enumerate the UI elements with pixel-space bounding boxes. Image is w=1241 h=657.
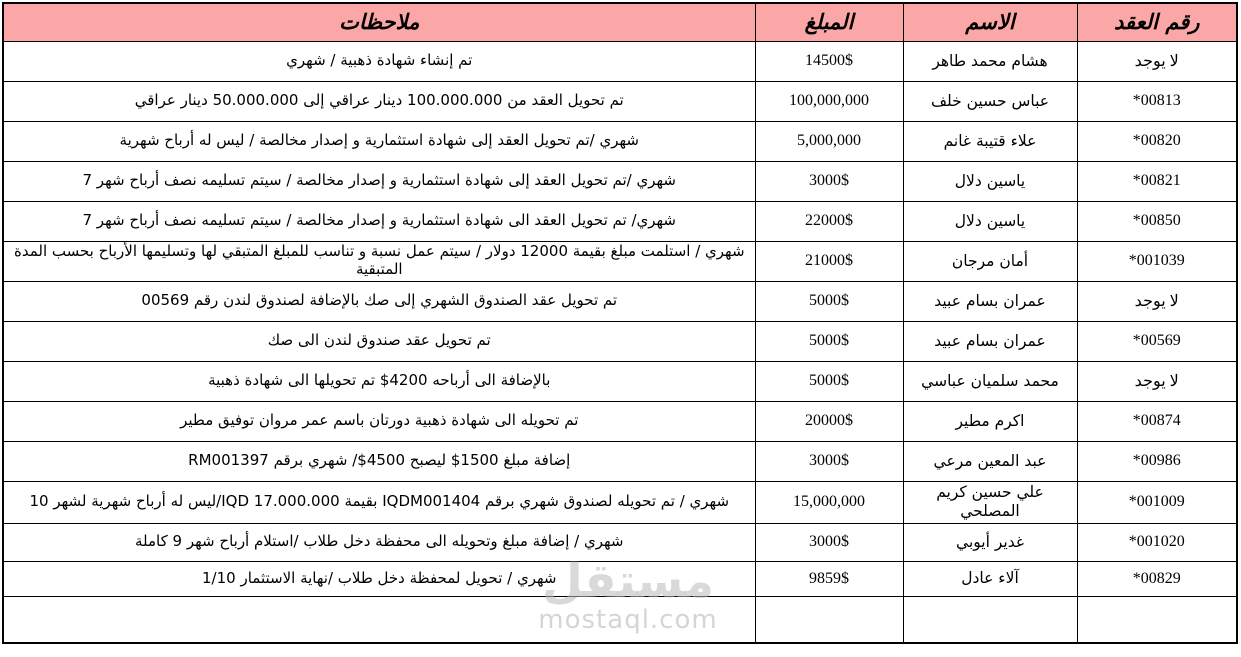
cell-notes: تم تحويل عقد صندوق لندن الى صك xyxy=(3,321,755,361)
cell-notes: شهري / استلمت مبلغ بقيمة 12000 دولار / سيتم عمل نسبة و تناسب للمبلغ المتبقي لها وتسليمها الأرباح بحسب المدة المتبقية xyxy=(3,241,755,281)
cell-notes: شهري/ تم تحويل العقد الى شهادة استثمارية و إصدار مخالصة / سيتم تسليمه نصف أرباح شهر 7 xyxy=(3,201,755,241)
cell-name: ياسين دلال xyxy=(903,201,1077,241)
cell-name: ياسين دلال xyxy=(903,161,1077,201)
table-row xyxy=(3,281,1237,321)
cell-contract-number: 00850* xyxy=(1077,201,1237,241)
column-header-name: الاسم xyxy=(903,3,1077,41)
cell-notes: تم تحويله الى شهادة ذهبية دورتان باسم عمر مروان توفيق مطير xyxy=(3,401,755,441)
cell-amount: 5,000,000 xyxy=(755,121,903,161)
cell-name: عمران بسام عبيد xyxy=(903,321,1077,361)
cell-contract-number: 00821* xyxy=(1077,161,1237,201)
cell-contract-number: 001009* xyxy=(1077,481,1237,523)
cell-name xyxy=(903,596,1077,643)
cell-amount: 20000$ xyxy=(755,401,903,441)
cell-amount: 9859$ xyxy=(755,561,903,596)
cell-name: هشام محمد طاهر xyxy=(903,41,1077,81)
cell-name: علي حسين كريم المصلحي xyxy=(903,481,1077,523)
cell-contract-number: 00813* xyxy=(1077,81,1237,121)
cell-amount: 21000$ xyxy=(755,241,903,281)
cell-amount: 3000$ xyxy=(755,523,903,561)
cell-notes: إضافة مبلغ 1500$ ليصبح 4500$/ شهري برقم RM001397 xyxy=(3,441,755,481)
cell-contract-number: 001020* xyxy=(1077,523,1237,561)
cell-amount: 14500$ xyxy=(755,41,903,81)
column-header-contract: رقم العقد xyxy=(1077,3,1237,41)
cell-contract-number: 00820* xyxy=(1077,121,1237,161)
table-row xyxy=(3,441,1237,481)
table-body xyxy=(3,41,1237,643)
table-row xyxy=(3,241,1237,281)
cell-notes: شهري /تم تحويل العقد إلى شهادة استثمارية و إصدار مخالصة / ليس له أرباح شهرية xyxy=(3,121,755,161)
cell-notes: بالإضافة الى أرباحه 4200$ تم تحويلها الى شهادة ذهبية xyxy=(3,361,755,401)
table-row xyxy=(3,121,1237,161)
cell-notes: تم تحويل العقد من 100.000.000 دينار عراقي إلى 50.000.000 دينار عراقي xyxy=(3,81,755,121)
cell-contract-number: 00829* xyxy=(1077,561,1237,596)
cell-name: عبد المعين مرعي xyxy=(903,441,1077,481)
cell-amount: 3000$ xyxy=(755,161,903,201)
cell-contract-number: 001039* xyxy=(1077,241,1237,281)
watermark-site-url: mostaql.com xyxy=(538,605,718,635)
cell-amount xyxy=(755,596,903,643)
cell-name: عباس حسين خلف xyxy=(903,81,1077,121)
cell-name: آلاء عادل xyxy=(903,561,1077,596)
cell-contract-number: 00874* xyxy=(1077,401,1237,441)
cell-contract-number: لا يوجد xyxy=(1077,41,1237,81)
table-row xyxy=(3,561,1237,596)
cell-notes: تم تحويل عقد الصندوق الشهري إلى صك بالإضافة لصندوق لندن رقم 00569 xyxy=(3,281,755,321)
cell-amount: 22000$ xyxy=(755,201,903,241)
table-header xyxy=(3,3,1237,41)
cell-contract-number: 00986* xyxy=(1077,441,1237,481)
cell-name: أمان مرجان xyxy=(903,241,1077,281)
cell-notes: شهري /تم تحويل العقد إلى شهادة استثمارية و إصدار مخالصة / سيتم تسليمه نصف أرباح شهر 7 xyxy=(3,161,755,201)
cell-amount: 100,000,000 xyxy=(755,81,903,121)
cell-amount: 3000$ xyxy=(755,441,903,481)
cell-amount: 15,000,000 xyxy=(755,481,903,523)
cell-name: اكرم مطير xyxy=(903,401,1077,441)
cell-notes: شهري / تحويل لمحفظة دخل طلاب /نهاية الاستثمار 1/10 xyxy=(3,561,755,596)
cell-contract-number: لا يوجد xyxy=(1077,361,1237,401)
cell-name: علاء قتيبة غانم xyxy=(903,121,1077,161)
table-row xyxy=(3,201,1237,241)
table-row xyxy=(3,401,1237,441)
cell-name: محمد سلميان عباسي xyxy=(903,361,1077,401)
cell-notes xyxy=(3,596,755,643)
cell-amount: 5000$ xyxy=(755,321,903,361)
table-row xyxy=(3,596,1237,643)
watermark-logo: مستقل xyxy=(542,554,714,609)
cell-name: عمران بسام عبيد xyxy=(903,281,1077,321)
table-row xyxy=(3,361,1237,401)
column-header-notes: ملاحظات xyxy=(3,3,755,41)
table-row xyxy=(3,481,1237,523)
table-row xyxy=(3,41,1237,81)
contracts-table xyxy=(2,2,1238,644)
cell-amount: 5000$ xyxy=(755,361,903,401)
table-row xyxy=(3,321,1237,361)
column-header-amount: المبلغ xyxy=(755,3,903,41)
table-row xyxy=(3,161,1237,201)
cell-notes: شهري / تم تحويله لصندوق شهري برقم IQDM001404 بقيمة IQD 17.000.000/ليس له أرباح شهرية لشهر 10 xyxy=(3,481,755,523)
cell-contract-number: لا يوجد xyxy=(1077,281,1237,321)
cell-contract-number xyxy=(1077,596,1237,643)
header-row xyxy=(3,3,1237,41)
cell-notes: تم إنشاء شهادة ذهبية / شهري xyxy=(3,41,755,81)
cell-notes: شهري / إضافة مبلغ وتحويله الى محفظة دخل طلاب /استلام أرباح شهر 9 كاملة xyxy=(3,523,755,561)
cell-name: غدير أيوبي xyxy=(903,523,1077,561)
cell-contract-number: 00569* xyxy=(1077,321,1237,361)
table-row xyxy=(3,81,1237,121)
cell-amount: 5000$ xyxy=(755,281,903,321)
table-row xyxy=(3,523,1237,561)
